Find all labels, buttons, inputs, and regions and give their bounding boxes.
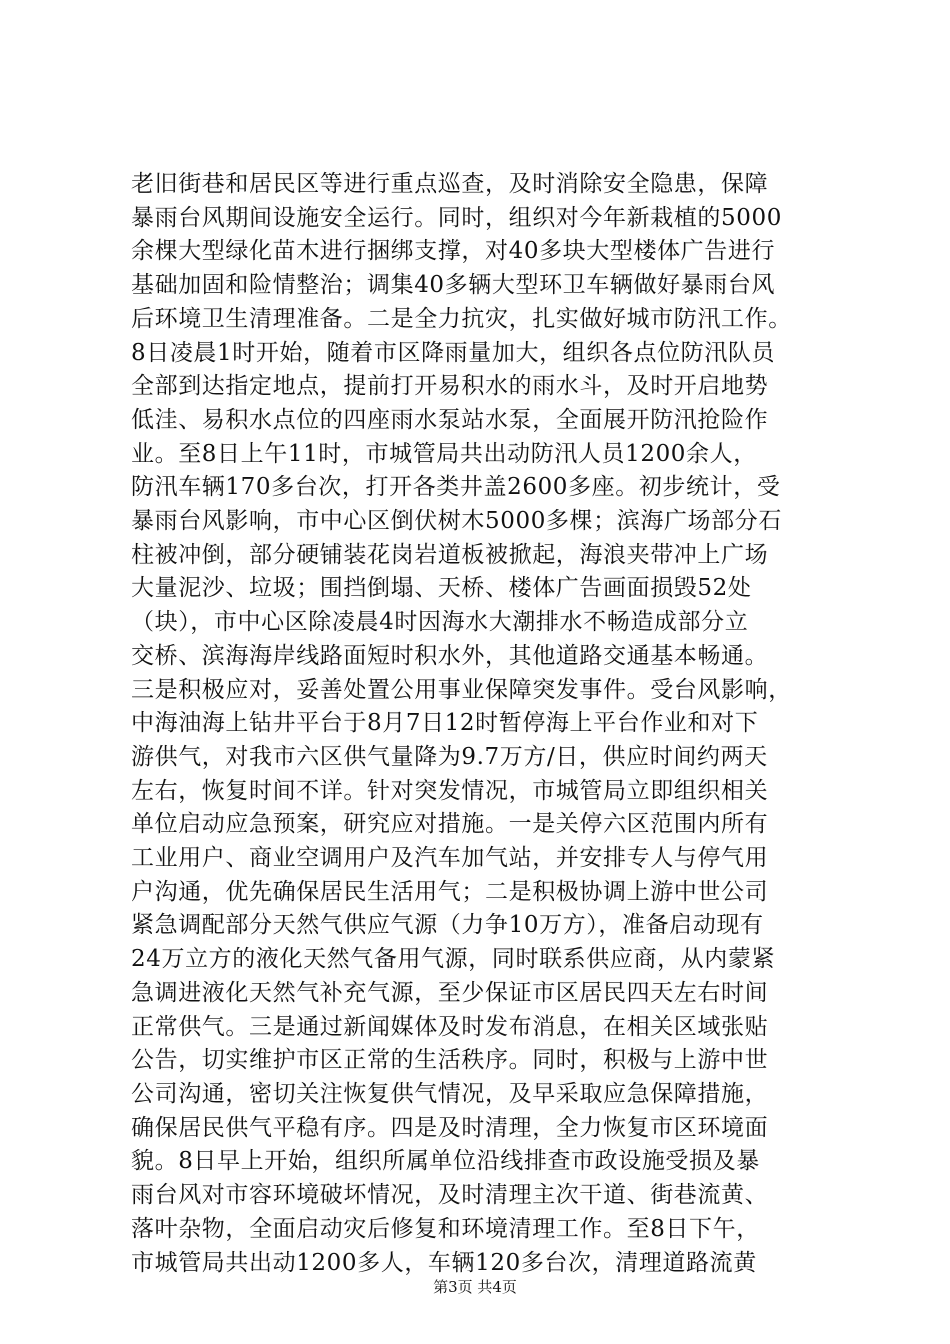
text-line: 低洼、易积水点位的四座雨水泵站水泵，全面展开防汛抢险作 xyxy=(131,406,769,433)
text-line: 户沟通，优先确保居民生活用气；二是积极协调上游中世公司 xyxy=(131,878,769,905)
text-line: 暴雨台风影响，市中心区倒伏树木5000多棵；滨海广场部分石 xyxy=(131,508,782,535)
text-line: 紧急调配部分天然气供应气源（力争10万方），准备启动现有 xyxy=(131,912,764,939)
body-text xyxy=(131,168,831,1280)
text-line: 左右，恢复时间不详。针对突发情况，市城管局立即组织相关 xyxy=(131,777,769,804)
text-line: 貌。8日早上开始，组织所属单位沿线排查市政设施受损及暴 xyxy=(131,1148,760,1175)
text-line: 确保居民供气平稳有序。四是及时清理，全力恢复市区环境面 xyxy=(131,1114,769,1141)
text-line: 交桥、滨海海岸线路面短时积水外，其他道路交通基本畅通。 xyxy=(131,642,769,669)
text-line: 三是积极应对，妥善处置公用事业保障突发事件。受台风影响， xyxy=(131,676,792,703)
text-line: 24万立方的液化天然气备用气源，同时联系供应商，从内蒙紧 xyxy=(131,946,776,973)
text-line: 中海油海上钻井平台于8月7日12时暂停海上平台作业和对下 xyxy=(131,710,759,737)
text-line: 雨台风对市容环境破坏情况，及时清理主次干道、街巷流黄、 xyxy=(131,1182,769,1209)
text-line: 公告，切实维护市区正常的生活秩序。同时，积极与上游中世 xyxy=(131,1047,769,1074)
text-line: 基础加固和险情整治；调集40多辆大型环卫车辆做好暴雨台风 xyxy=(131,272,776,299)
text-line: 大量泥沙、垃圾；围挡倒塌、天桥、楼体广告画面损毁52处 xyxy=(131,575,752,602)
text-line: 柱被冲倒，部分硬铺装花岗岩道板被掀起，海浪夹带冲上广场 xyxy=(131,541,769,568)
text-line: 8日凌晨1时开始，随着市区降雨量加大，组织各点位防汛队员 xyxy=(131,339,776,366)
text-line: 单位启动应急预案，研究应对措施。一是关停六区范围内所有 xyxy=(131,811,769,838)
text-line: 余棵大型绿化苗木进行捆绑支撑，对40多块大型楼体广告进行 xyxy=(131,238,776,265)
page-footer: 第3页 共4页 xyxy=(433,1278,517,1296)
text-line: （块），市中心区除凌晨4时因海水大潮排水不畅造成部分立 xyxy=(131,609,749,636)
text-line: 老旧街巷和居民区等进行重点巡查，及时消除安全隐患，保障 xyxy=(131,171,769,197)
text-line: 后环境卫生清理准备。二是全力抗灾，扎实做好城市防汛工作。 xyxy=(131,305,792,332)
text-line: 游供气，对我市六区供气量降为9.7万方/日，供应时间约两天 xyxy=(131,743,768,770)
text-line: 防汛车辆170多台次，打开各类井盖2600多座。初步统计，受 xyxy=(131,474,781,501)
text-line: 急调进液化天然气补充气源，至少保证市区居民四天左右时间 xyxy=(131,979,769,1006)
text-line: 落叶杂物，全面启动灾后修复和环境清理工作。至8日下午， xyxy=(131,1215,760,1242)
text-line: 正常供气。三是通过新闻媒体及时发布消息，在相关区域张贴 xyxy=(131,1013,769,1040)
text-line: 业。至8日上午11时，市城管局共出动防汛人员1200余人， xyxy=(131,440,757,467)
text-line: 公司沟通，密切关注恢复供气情况，及早采取应急保障措施， xyxy=(131,1080,769,1107)
text-line: 工业用户、商业空调用户及汽车加气站，并安排专人与停气用 xyxy=(131,845,769,872)
text-line: 暴雨台风期间设施安全运行。同时，组织对今年新栽植的5000 xyxy=(131,204,782,231)
text-line: 全部到达指定地点，提前打开易积水的雨水斗，及时开启地势 xyxy=(131,373,769,400)
text-line: 市城管局共出动1200多人，车辆120多台次，清理道路流黄 xyxy=(131,1249,757,1276)
